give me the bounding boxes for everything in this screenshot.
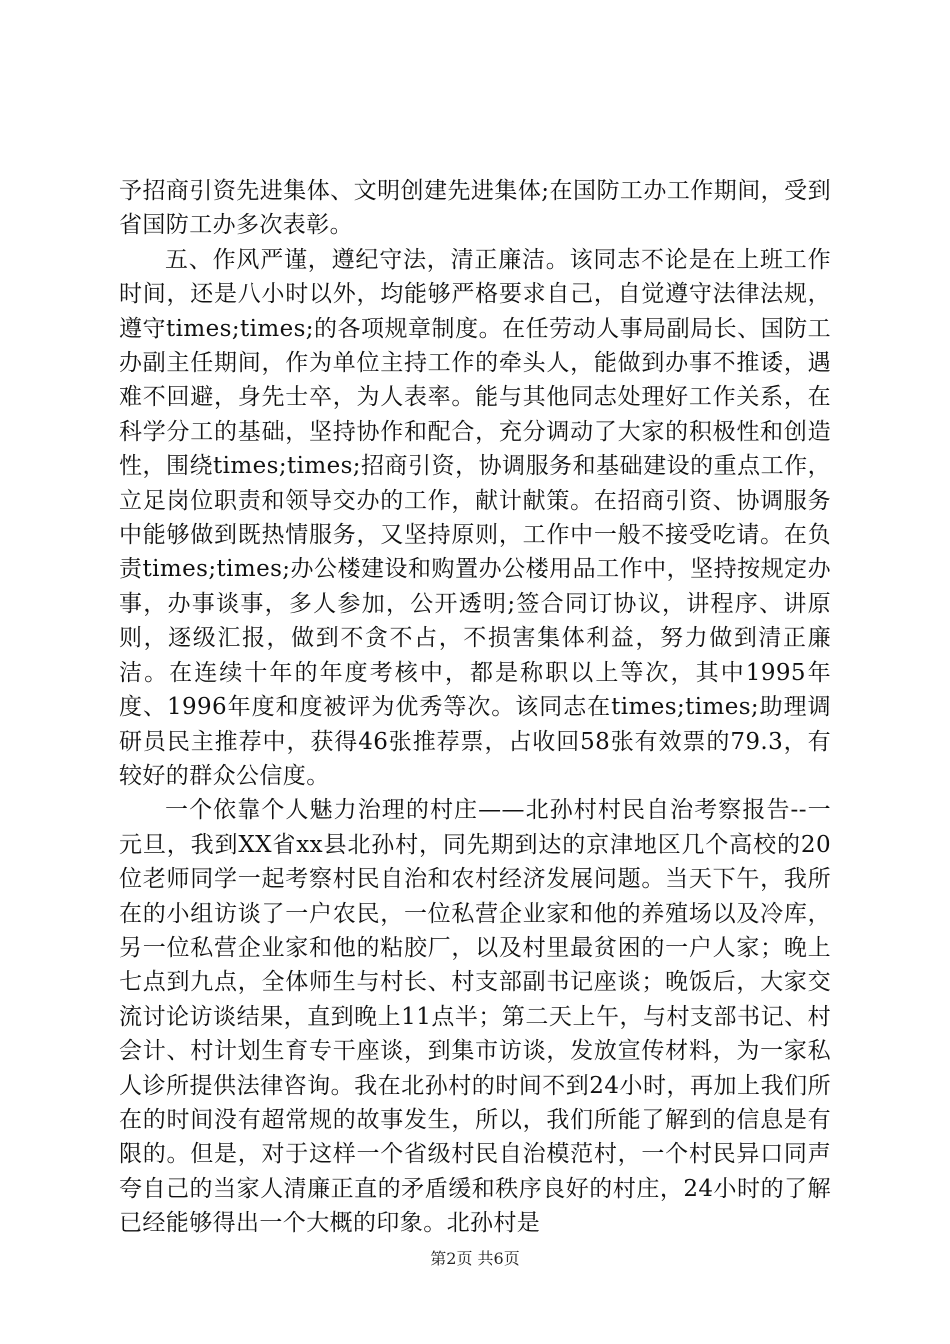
paragraph-3: 一个依靠个人魅力治理的村庄——北孙村村民自治考察报告--一元旦，我到XX省xx县北孙村，同先期到达的京津地区几个高校的20位老师同学一起考察村民自治和农村经济发展问题。当天下午，我所在的小组访谈了一户农民，一位私营企业家和他的养殖场以及冷库，另一位私营企业家和他的粘胶厂，以及村里最贫困的一户人家；晚上七点到九点，全体师生与村长、村支部副书记座谈；晚饭后，大家交流讨论访谈结果，直到晚上11点半；第二天上午，与村支部书记、村会计、村计划生育专干座谈，到集市访谈，发放宣传材料，为一家私人诊所提供法律咨询。我在北孙村的时间不到24小时，再加上我们所在的时间没有超常规的故事发生，所以，我们所能了解到的信息是有限的。但是，对于这样一个省级村民自治模范村，一个村民异口同声夸自己的当家人清廉正直的矛盾缓和秩序良好的村庄，24小时的了解已经能够得出一个大概的印象。北孙村是	[119, 797, 831, 1237]
page-number-footer: 第2页 共6页	[430, 1249, 520, 1268]
paragraph-1: 予招商引资先进集体、文明创建先进集体;在国防工办工作期间，受到省国防工办多次表彰。	[119, 178, 831, 239]
paragraph-2: 五、作风严谨，遵纪守法，清正廉洁。该同志不论是在上班工作时间，还是八小时以外，均能够严格要求自己，自觉遵守法律法规，遵守times;times;的各项规章制度。在任劳动人事局副局长、国防工办副主任期间，作为单位主持工作的牵头人，能做到办事不推诿，遇难不回避，身先士卒，为人表率。能与其他同志处理好工作关系，在科学分工的基础，坚持协作和配合，充分调动了大家的积极性和创造性，围绕times;times;招商引资，协调服务和基础建设的重点工作，立足岗位职责和领导交办的工作，献计献策。在招商引资、协调服务中能够做到既热情服务，又坚持原则，工作中一般不接受吃请。在负责times;times;办公楼建设和购置办公楼用品工作中，坚持按规定办事，办事谈事，多人参加，公开透明;签合同订协议，讲程序、讲原则，逐级汇报，做到不贪不占，不损害集体利益，努力做到清正廉洁。在连续十年的年度考核中，都是称职以上等次，其中1995年度、1996年度和度被评为优秀等次。该同志在times;times;助理调研员民主推荐中，获得46张推荐票，占收回58张有效票的79.3，有较好的群众公信度。	[119, 246, 831, 789]
document-body	[119, 174, 831, 1241]
